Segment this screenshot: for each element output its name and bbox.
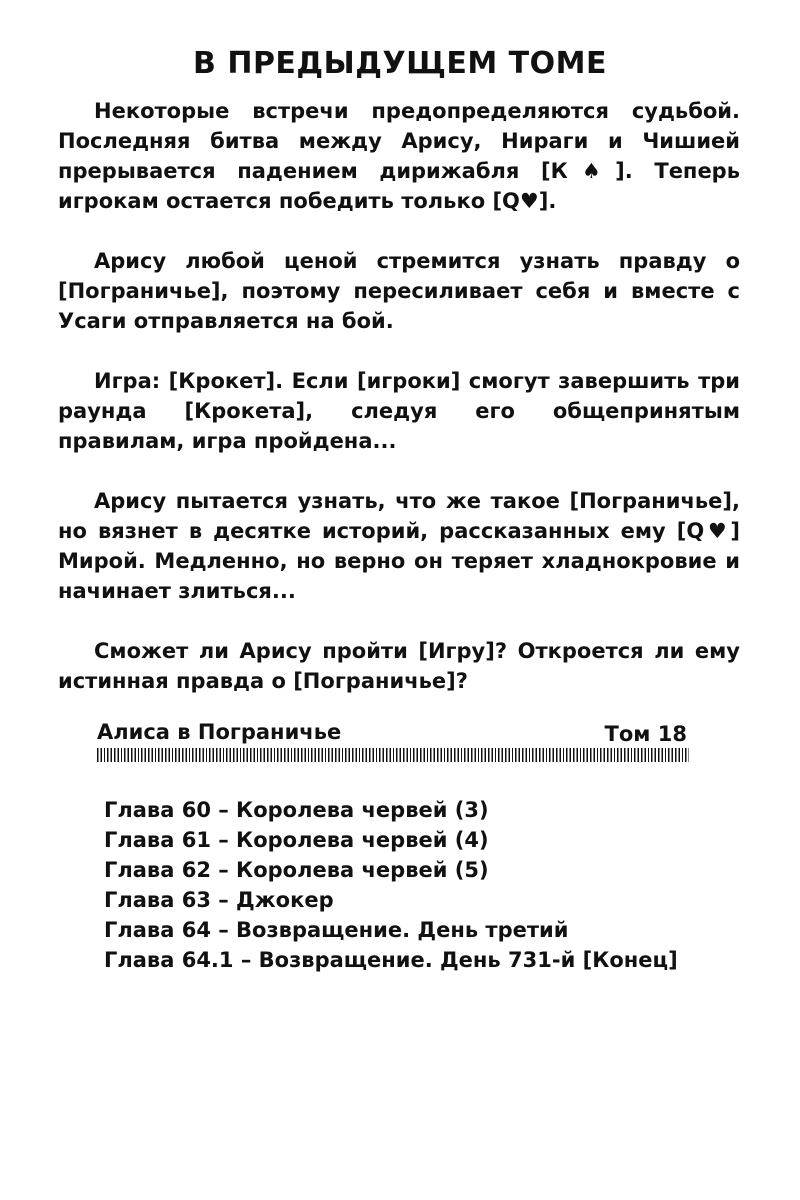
chapter-item: Глава 61 – Королева червей (4) xyxy=(104,828,489,852)
chapter-list xyxy=(104,795,678,975)
chapter-item: Глава 64.1 – Возвращение. День 731-й [Конец] xyxy=(104,948,678,972)
summary-text xyxy=(58,96,740,696)
chapter-item: Глава 62 – Королева червей (5) xyxy=(104,858,489,882)
page-title: В ПРЕДЫДУЩЕМ ТОМЕ xyxy=(193,46,607,81)
chapter-item: Глава 63 – Джокер xyxy=(104,888,334,912)
volume-header xyxy=(97,716,687,750)
summary-paragraph: Сможет ли Арису пройти [Игру]? Откроется ли ему истинная правда о [Пограничье]? xyxy=(58,639,740,693)
series-title: Алиса в Пограничье xyxy=(97,720,342,744)
summary-paragraph: Арису любой ценой стремится узнать правду о [Пограничье], поэтому пересиливает себя и вместе с Усаги отправляется на бой. xyxy=(58,249,740,333)
chapter-item: Глава 64 – Возвращение. День третий xyxy=(104,918,569,942)
summary-paragraph: Игра: [Крокет]. Если [игроки] смогут завершить три раунда [Крокета], следуя его общепринятым правилам, игра пройдена... xyxy=(58,369,740,453)
chapter-item: Глава 60 – Королева червей (3) xyxy=(104,798,489,822)
volume-number: Том 18 xyxy=(604,722,687,746)
barcode-divider xyxy=(97,748,689,762)
summary-paragraph: Некоторые встречи предопределяются судьбой. Последняя битва между Арису, Нираги и Чишией прерывается падением дирижабля [К♠]. Теперь игрокам остается победить только [Q♥]. xyxy=(58,99,740,213)
summary-paragraph: Арису пытается узнать, что же такое [Пограничье], но вязнет в десятке историй, рассказанных ему [Q♥] Мирой. Медленно, но верно он теряет хладнокровие и начинает злиться... xyxy=(58,489,740,603)
